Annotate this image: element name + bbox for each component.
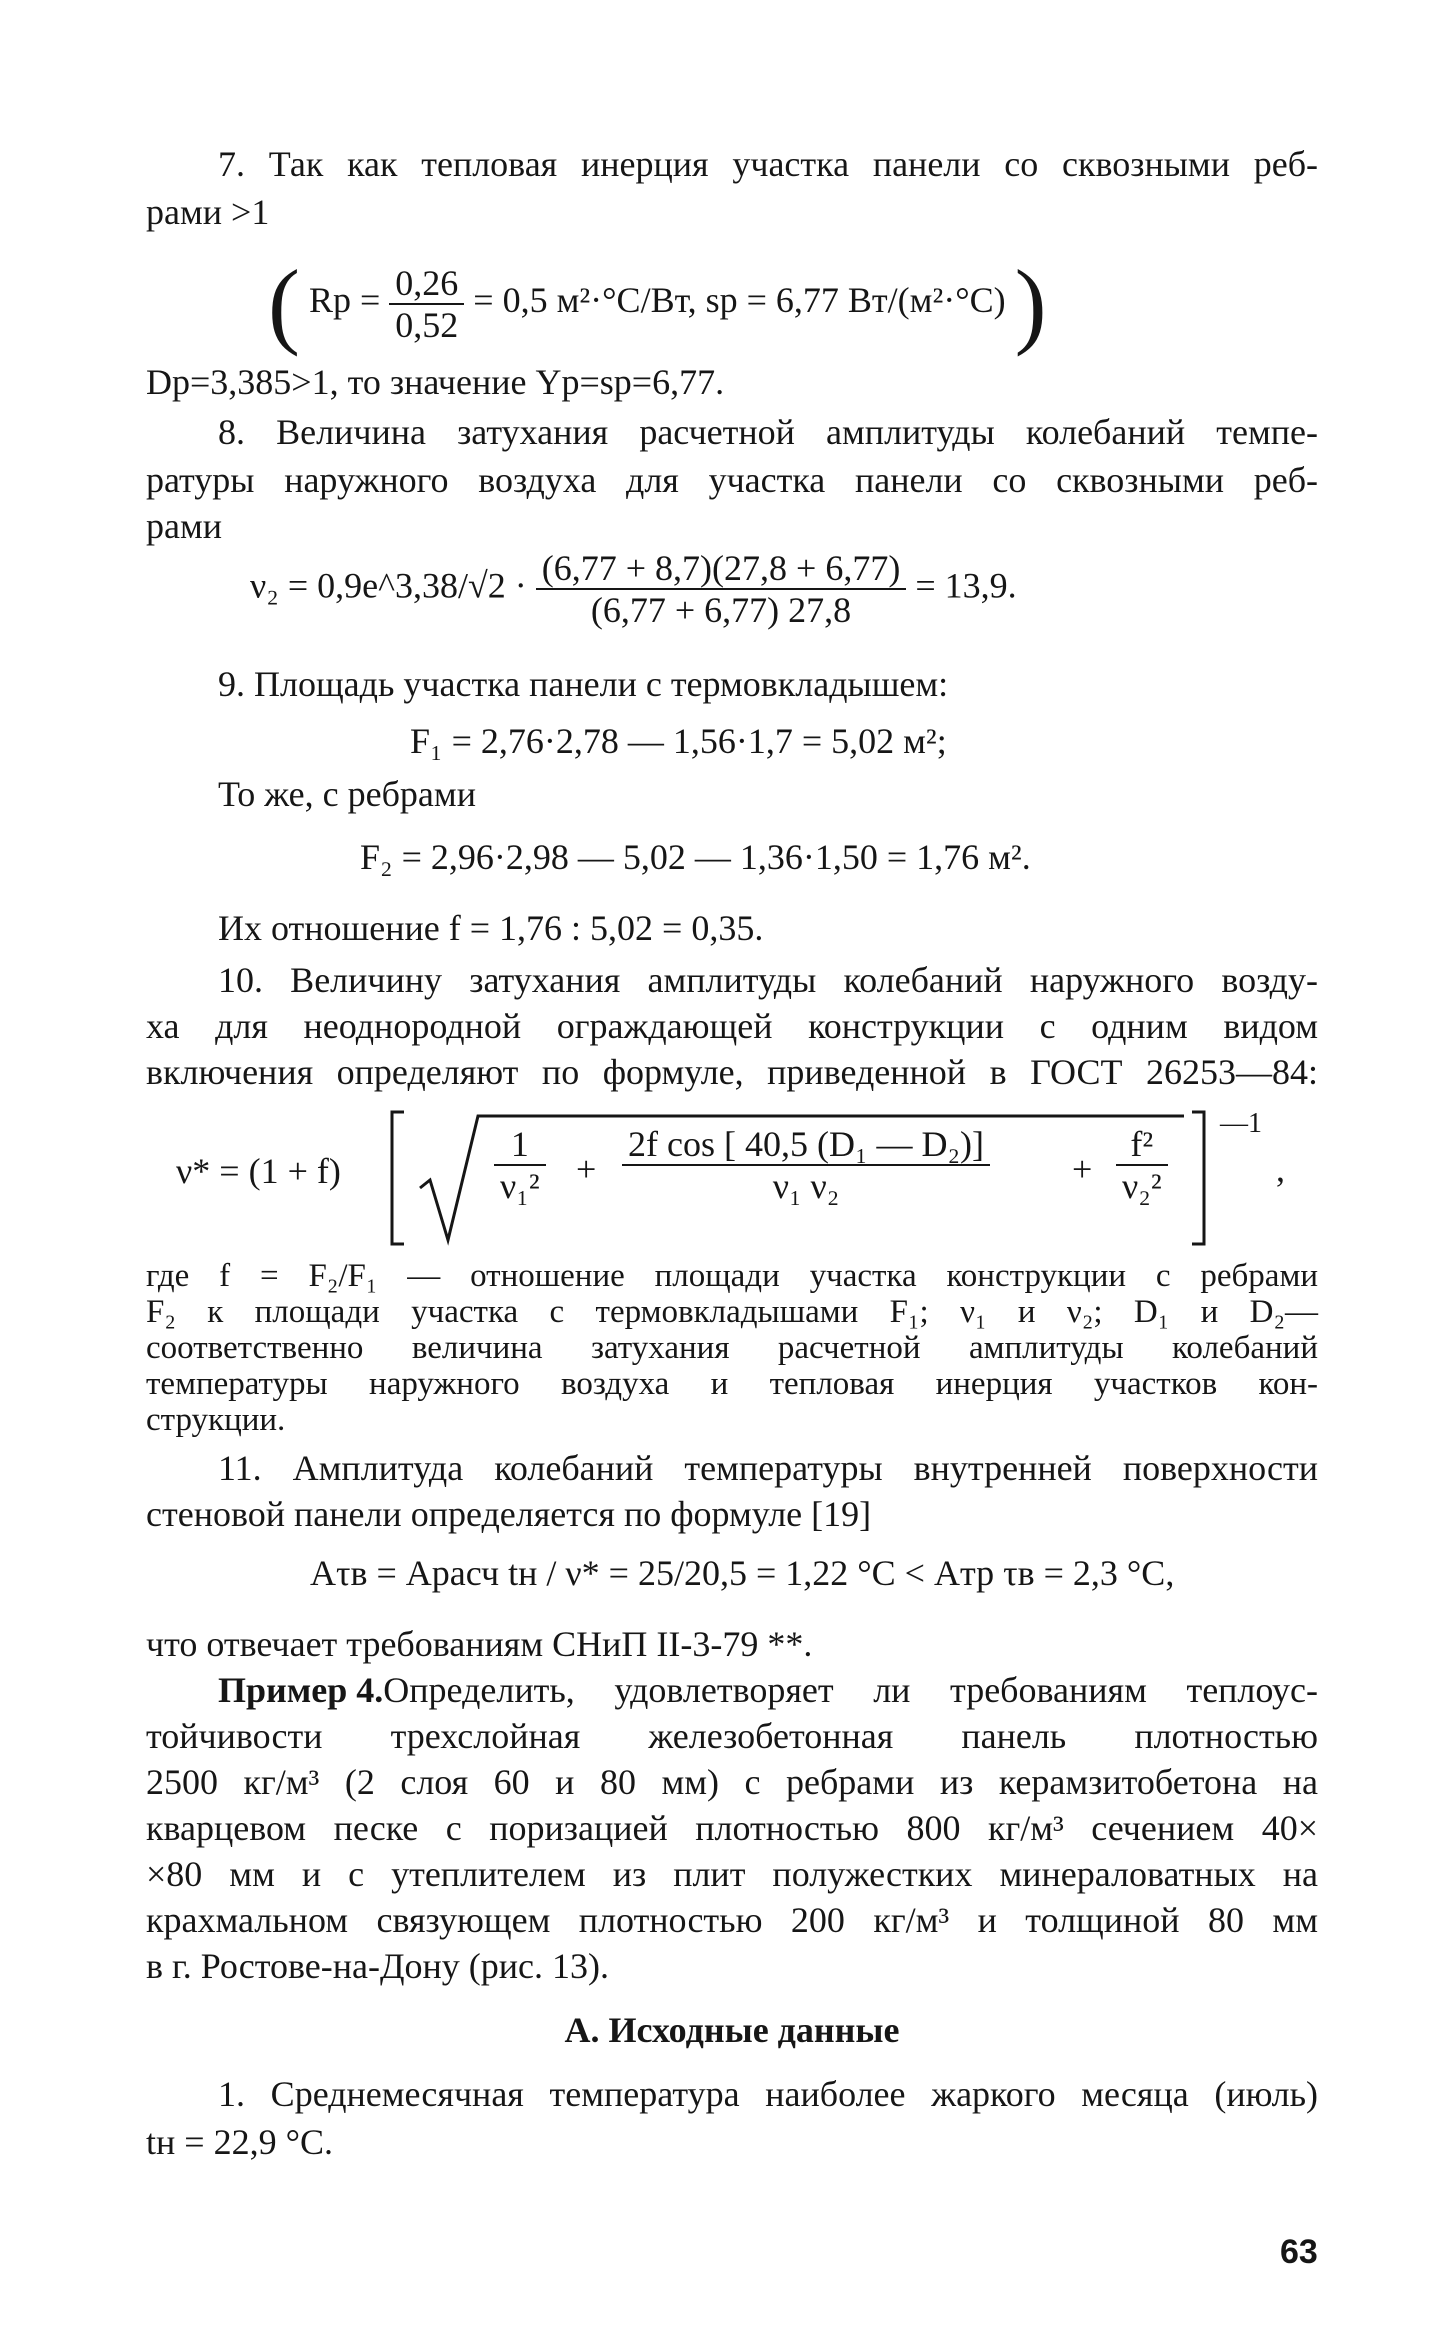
formula-amplitude: Aτв = Aрасч tн / ν* = 25/20,5 = 1,22 °С < Aтр τв = 2,3 °С, [310, 1553, 1175, 1593]
text-ratio: Их отношение f = 1,76 : 5,02 = 0,35. [218, 908, 764, 948]
where-line-1: где f = F₂/F₁ — отношение площади участка конструкции с ребрами [146, 1258, 1318, 1294]
term-3-fraction [1116, 1124, 1168, 1206]
fraction-denominator: ν₁ ν₂ [772, 1166, 840, 1206]
fraction-numerator: f² [1116, 1124, 1168, 1166]
fraction-denominator: 0,52 [395, 304, 459, 345]
text-snip-requirement: что отвечает требованиям СНиП II-3-79 **. [146, 1624, 813, 1664]
paragraph-7-line-1: 7. Так как тепловая инерция участка панели со сквозными реб- [218, 144, 1318, 184]
formula-fraction [536, 548, 907, 630]
formula-open-paren: ( [268, 250, 300, 357]
comma: , [1276, 1149, 1285, 1189]
example-4-line-2: тойчивости трехслойная железобетонная панель плотностью [146, 1716, 1318, 1756]
paragraph-11-line-1: 11. Амплитуда колебаний температуры внутренней поверхности [218, 1448, 1318, 1488]
item-1-line-2: tн = 22,9 °С. [146, 2122, 333, 2162]
formula-v2 [250, 548, 1017, 630]
text-dp-value: Dр=3,385>1, то значение Yр=sр=6,77. [146, 362, 725, 402]
formula-f1: F₁ = 2,76·2,78 — 1,56·1,7 = 5,02 м²; [410, 721, 947, 761]
formula-rp [268, 248, 1047, 359]
formula-lhs: ν₂ = 0,9e^3,38/√2 · [250, 565, 527, 606]
example-4-line-6: крахмальном связующем плотностью 200 кг/м³ и толщиной 80 мм [146, 1900, 1318, 1940]
fraction-denominator: ν₂² [1122, 1166, 1162, 1206]
page-number: 63 [1280, 2233, 1318, 2271]
paragraph-10-line-3: включения определяют по формуле, приведенной в ГОСТ 26253—84: [146, 1052, 1318, 1092]
fraction-denominator: (6,77 + 6,77) 27,8 [590, 590, 852, 630]
where-line-4: температуры наружного воздуха и тепловая инерция участков кон- [146, 1366, 1318, 1402]
paragraph-9: 9. Площадь участка панели с термовкладышем: [218, 664, 949, 704]
fraction-numerator: 2f cos [ 40,5 (D₁ — D₂)] [622, 1124, 990, 1166]
example-4-line-3: 2500 кг/м³ (2 слоя 60 и 80 мм) с ребрами из керамзитобетона на [146, 1762, 1318, 1802]
formula-lhs: Rр = [308, 279, 381, 320]
fraction-denominator: ν₁² [500, 1166, 540, 1206]
formula-v-star [176, 1108, 1296, 1248]
example-4-line-5: ×80 мм и с утеплителем из плит полужестких минераловатных на [146, 1854, 1318, 1894]
formula-fraction [389, 263, 464, 345]
formula-lhs: ν* = (1 + f) [176, 1151, 341, 1191]
where-line-5: струкции. [146, 1402, 286, 1438]
formula-rhs: = 13,9. [915, 565, 1017, 606]
example-4-text: Определить, удовлетворяет ли требованиям теплоус- [383, 1670, 1318, 1710]
plus-sign: + [1072, 1149, 1093, 1189]
example-4-line-7: в г. Ростове-на-Дону (рис. 13). [146, 1946, 609, 1986]
fraction-numerator: 1 [494, 1124, 546, 1166]
formula-f2: F₂ = 2,96·2,98 — 5,02 — 1,36·1,50 = 1,76 м². [360, 837, 1031, 877]
paragraph-10-line-1: 10. Величину затухания амплитуды колебаний наружного возду- [218, 960, 1318, 1000]
formula-rest: = 0,5 м²·°С/Вт, sр = 6,77 Вт/(м²·°С) [473, 279, 1006, 320]
fraction-numerator: 0,26 [389, 263, 464, 305]
example-4-line-4: кварцевом песке с поризацией плотностью 800 кг/м³ сечением 40× [146, 1808, 1318, 1848]
fraction-numerator: (6,77 + 8,7)(27,8 + 6,77) [536, 548, 907, 590]
term-2-fraction [622, 1124, 990, 1206]
exponent: —1 [1220, 1108, 1262, 1139]
paragraph-11-line-2: стеновой панели определяется по формуле [19] [146, 1494, 872, 1534]
paragraph-10-line-2: ха для неоднородной ограждающей конструкции с одним видом [146, 1006, 1318, 1046]
formula-close-paren: ) [1014, 250, 1047, 357]
paragraph-8-line-3: рами [146, 506, 223, 546]
text-same-ribs: То же, с ребрами [218, 774, 476, 814]
example-4-line-1 [218, 1668, 1318, 1712]
where-line-2: F₂ к площади участка с термовкладышами F₁; ν₁ и ν₂; D₁ и D₂— [146, 1294, 1318, 1330]
term-1-fraction [494, 1124, 546, 1206]
plus-sign: + [576, 1149, 597, 1189]
paragraph-8-line-2: ратуры наружного воздуха для участка панели со сквозными реб- [146, 460, 1318, 500]
example-4-label: Пример 4. [218, 1670, 384, 1710]
item-1-line-1: 1. Среднемесячная температура наиболее жаркого месяца (июль) [218, 2074, 1318, 2114]
paragraph-8-line-1: 8. Величина затухания расчетной амплитуды колебаний темпе- [218, 412, 1318, 452]
where-line-3: соответственно величина затухания расчетной амплитуды колебаний [146, 1330, 1318, 1366]
paragraph-7-line-2: рами >1 [146, 192, 270, 232]
section-heading: А. Исходные данные [564, 2010, 900, 2050]
